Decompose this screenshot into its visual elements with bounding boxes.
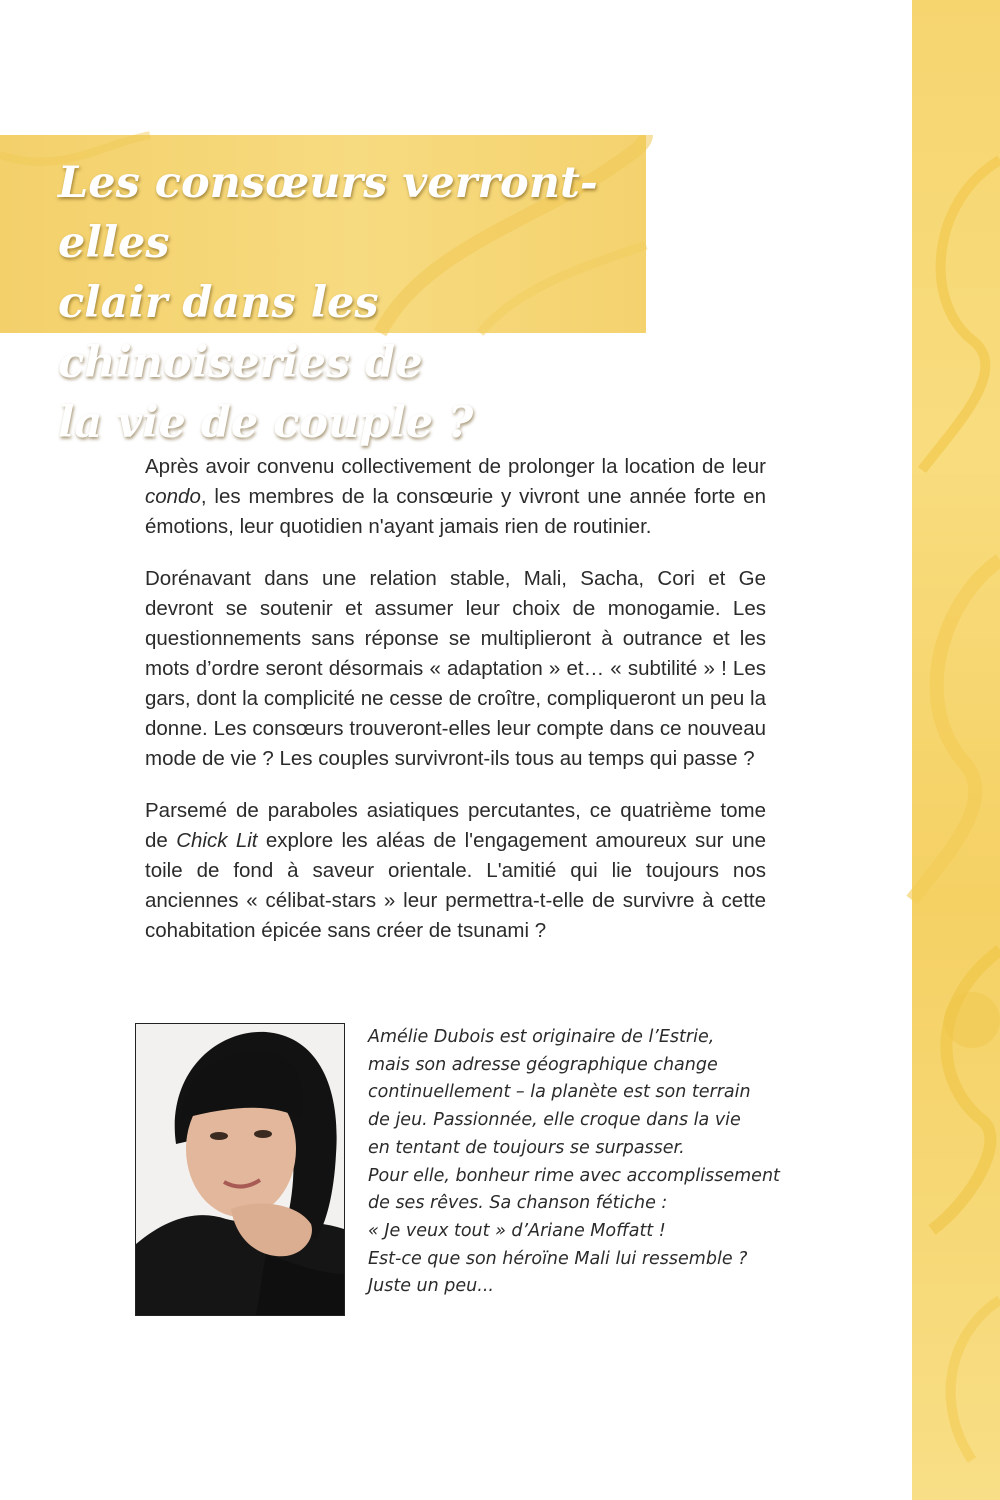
page-title xyxy=(58,153,638,453)
bio-line: Juste un peu... xyxy=(368,1276,494,1297)
summary-paragraph-2: Dorénavant dans une relation stable, Mali, Sacha, Cori et Ge devront se soutenir et assumer leur choix de monogamie. Les questionnements sans réponse se multiplieront à outrance et les mots d’ordre seront désormais « adaptation » et… « subtilité » ! Les gars, dont la complicité ne cesse de croître, compliqueront un peu la donne. Les consœurs trouveront-elles leur compte dans ce nouveau mode de vie ? Les couples survivront-ils tous au temps qui passe ? xyxy=(145,567,766,770)
emphasis-text: Chick Lit xyxy=(176,829,258,852)
emphasis-text: condo xyxy=(145,485,201,508)
swirl-ornament-icon xyxy=(912,0,1000,1500)
bio-line: Est-ce que son héroïne Mali lui ressemble ? xyxy=(368,1248,748,1269)
title-line: Les consœurs verront-elles xyxy=(58,158,598,268)
bio-line: de ses rêves. Sa chanson fétiche : xyxy=(368,1193,668,1214)
title-banner xyxy=(0,135,646,448)
author-portrait-icon xyxy=(136,1024,344,1315)
bio-line: Amélie Dubois est originaire de l’Estrie, xyxy=(368,1027,715,1047)
author-bio xyxy=(368,1024,780,1301)
text-run: explore les aléas de l'engagement amoureux sur une toile de fond à saveur orientale. L'amitié qui lie toujours nos anciennes « célibat-stars » leur permettra-t-elle de survivre à cette cohabitation épicée sans créer de tsunami ? xyxy=(145,829,767,942)
bio-line: Pour elle, bonheur rime avec accomplissement xyxy=(368,1165,780,1186)
title-line: clair dans les chinoiseries de xyxy=(58,278,423,388)
decorative-side-stripe xyxy=(912,0,1000,1500)
bio-line: mais son adresse géographique change xyxy=(368,1054,718,1075)
text-run: , les membres de la consœurie y vivront une année forte en émotions, leur quotidien n'ayant jamais rien de routinier. xyxy=(145,485,766,538)
bio-line: « Je veux tout » d’Ariane Moffatt ! xyxy=(368,1220,666,1241)
bio-line: de jeu. Passionnée, elle croque dans la vie xyxy=(368,1110,741,1131)
author-photo xyxy=(135,1023,345,1316)
title-line: la vie de couple ? xyxy=(58,398,474,448)
summary-text xyxy=(145,452,766,968)
bio-line: continuellement – la planète est son terrain xyxy=(368,1082,751,1103)
text-run: Parsemé de paraboles asiatiques percutantes, ce quatrième tome de xyxy=(145,799,766,852)
summary-paragraph-3 xyxy=(145,796,766,946)
text-run: Après avoir convenu collectivement de prolonger la location de leur xyxy=(145,455,766,478)
bio-line: en tentant de toujours se surpasser. xyxy=(368,1137,685,1158)
summary-paragraph-1 xyxy=(145,452,766,542)
